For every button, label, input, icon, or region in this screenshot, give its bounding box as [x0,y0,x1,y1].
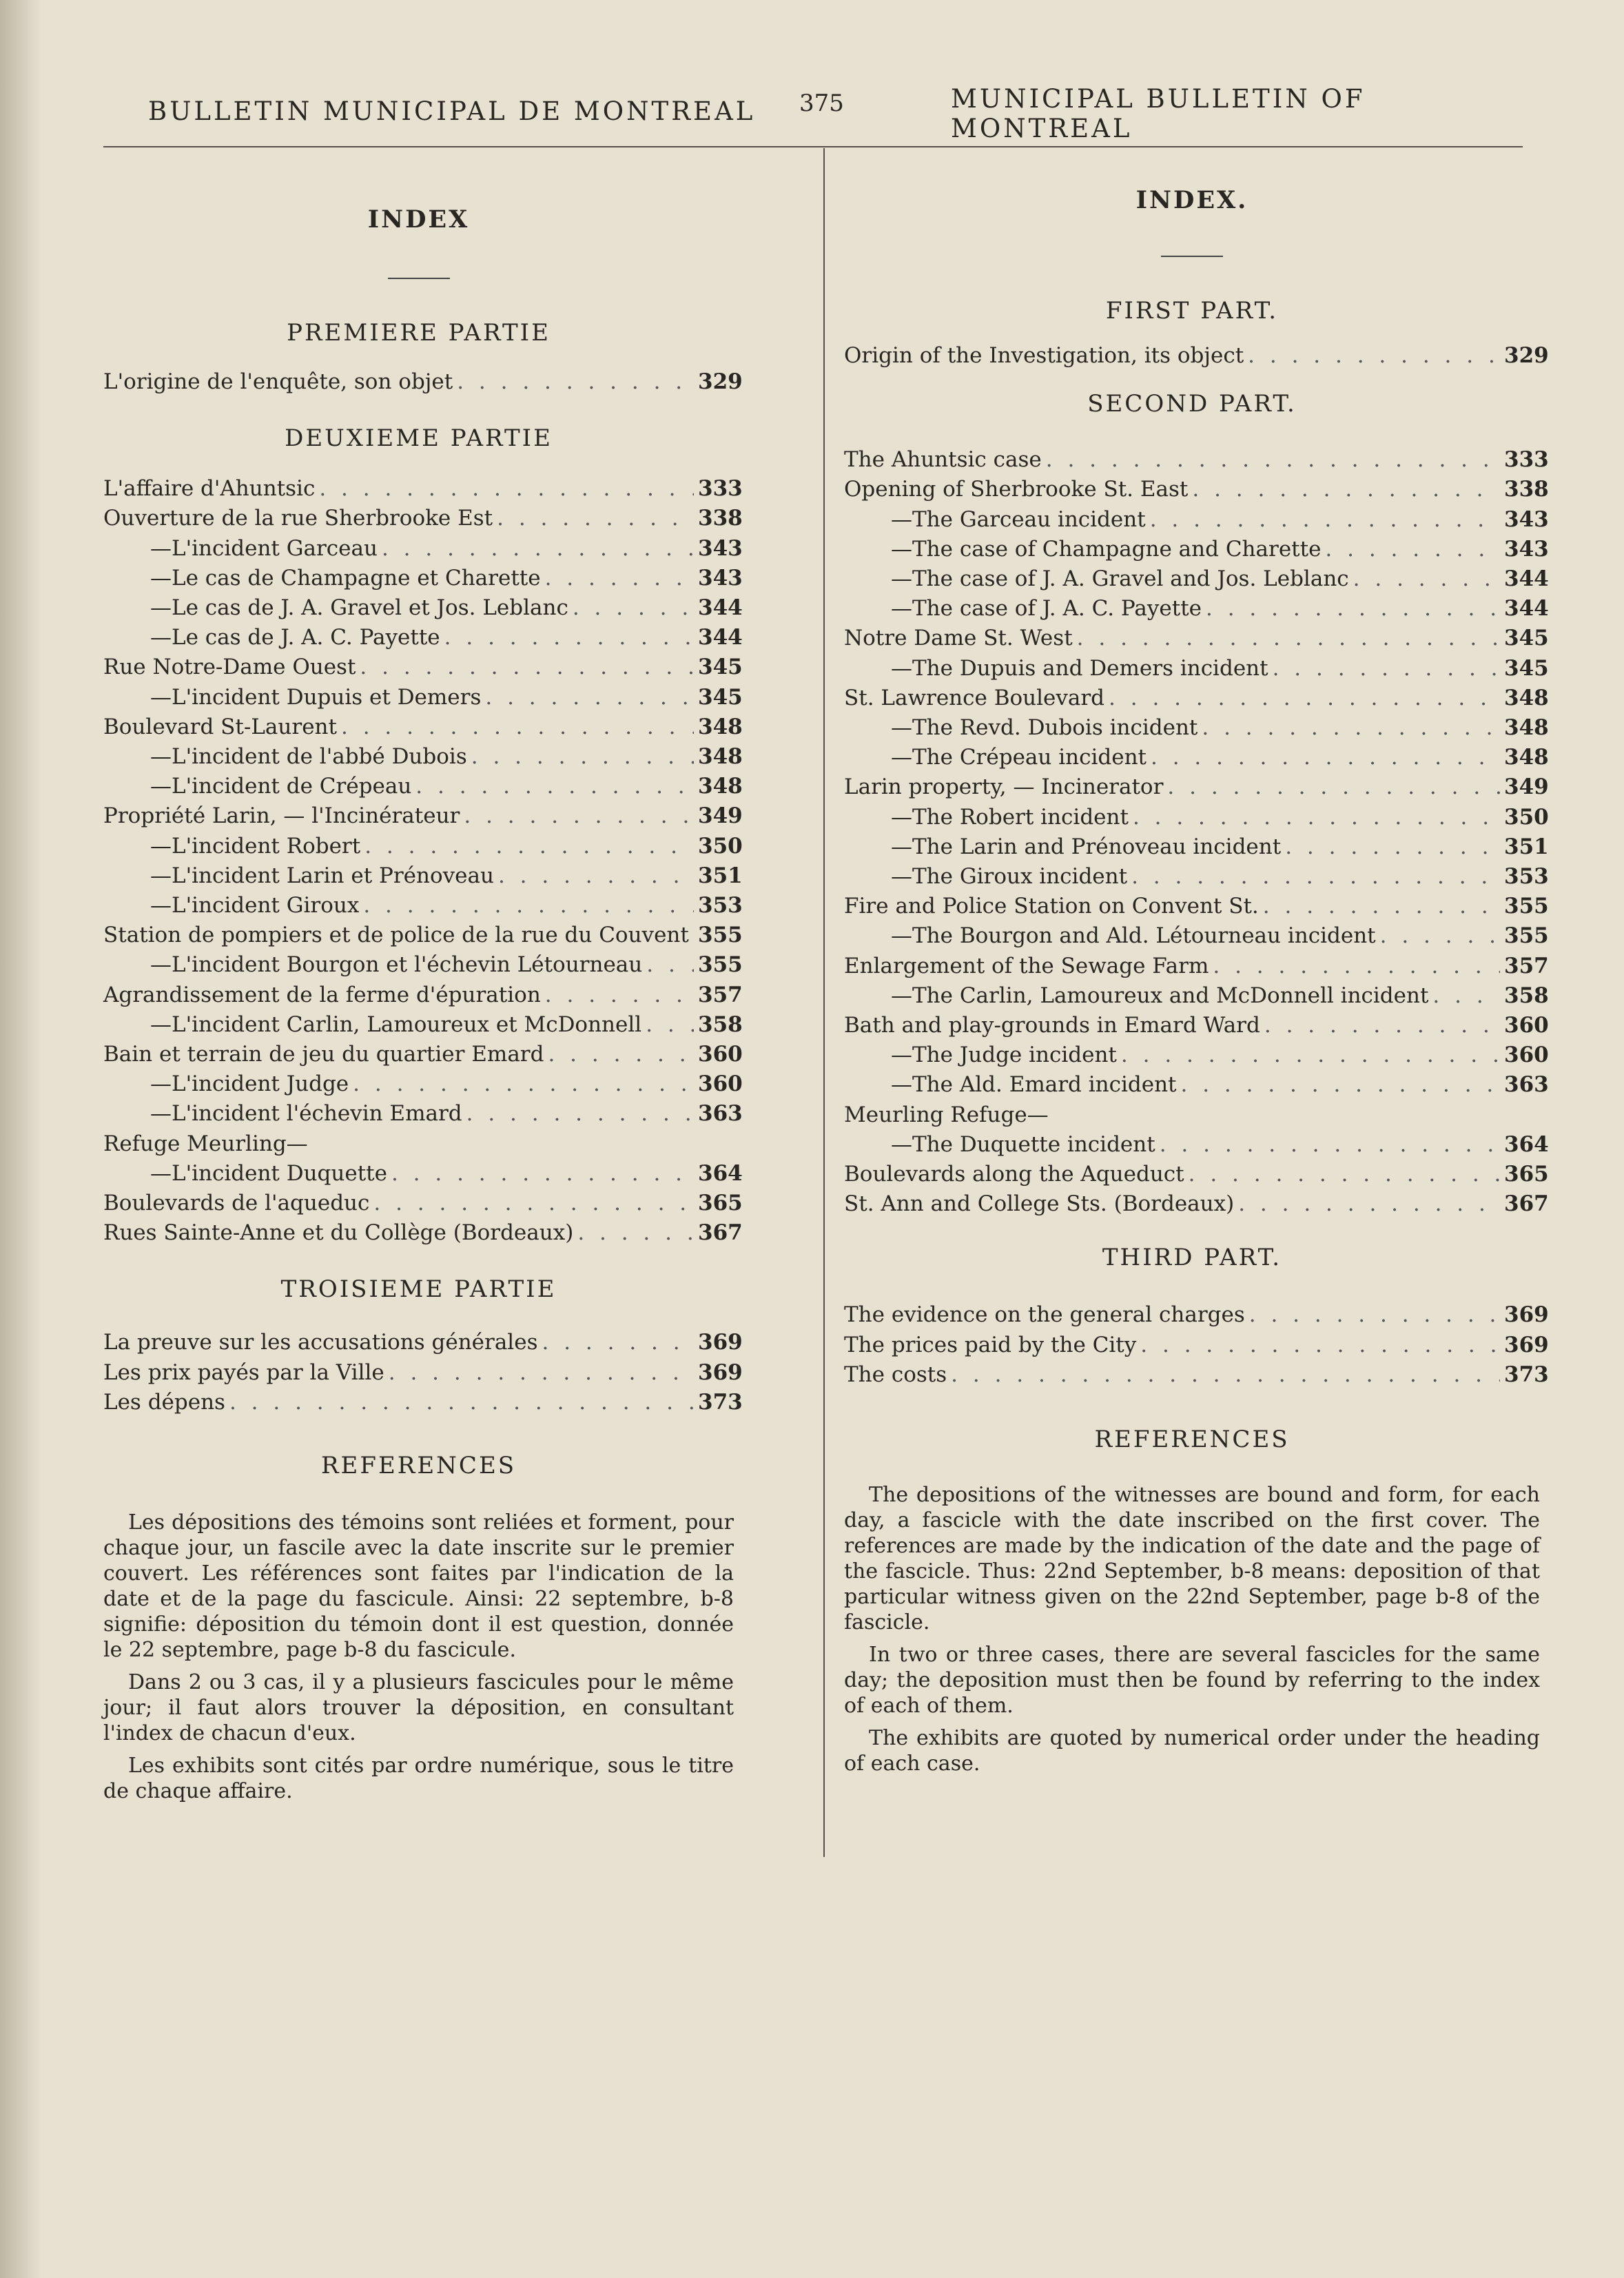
entry-title: L'affaire d'Ahuntsic [103,476,316,502]
part2-entries [103,474,743,1248]
index-entry [103,623,743,653]
entry-page: 345 [1504,655,1549,681]
entry-page: 351 [698,863,743,888]
entry-page: 360 [698,1071,743,1097]
entry-page: 360 [1504,1013,1549,1038]
leader-dots [577,1218,694,1248]
part1-title: PREMIERE PARTIE [287,319,551,347]
index-entry [844,952,1549,981]
leader-dots [1192,475,1500,504]
leader-dots [364,832,694,861]
entry-page: 345 [698,684,743,710]
index-entry [844,862,1549,892]
entry-page: 364 [1504,1131,1549,1157]
part3-entries [103,1328,743,1417]
entry-title: Enlargement of the Sewage Farm [844,953,1209,978]
index-entry [844,832,1549,862]
references-text [103,1510,734,1804]
entry-title: —The Carlin, Lamoureux and McDonnell incident [891,983,1429,1008]
entry-title: —L'incident Bourgon et l'échevin Létourneau [150,952,643,978]
leader-dots [363,891,694,921]
entry-page: 369 [1504,1332,1549,1357]
header-left-title: BULLETIN MUNICIPAL DE MONTREAL [148,96,756,126]
index-entry [103,474,743,504]
entry-title: —The case of Champagne and Charette [891,536,1322,562]
index-entry [103,1218,743,1248]
entry-page: 345 [1504,626,1549,651]
entry-title: —L'incident Judge [150,1071,349,1097]
entry-page: 348 [698,714,743,739]
leader-dots [1380,921,1500,951]
references-paragraph: The exhibits are quoted by numerical order under the heading of each case. [844,1726,1540,1776]
leader-dots [1206,594,1500,624]
entry-title: Les dépens [103,1389,225,1415]
index-entry [844,341,1549,371]
leader-dots [1238,1189,1500,1219]
leader-dots [1202,713,1500,743]
references-paragraph: In two or three cases, there are several fascicles for the same day; the deposition must then be found by referring to the index of each of them. [844,1643,1540,1718]
leader-dots [1133,803,1500,832]
entry-title: The prices paid by the City [844,1332,1137,1357]
entry-page: 348 [1504,685,1549,710]
index-entry [103,564,743,593]
entry-page: 353 [698,893,743,919]
index-entry [103,1328,743,1357]
leader-dots [1285,832,1500,862]
index-entry [844,1331,1549,1360]
entry-page: 344 [1504,566,1549,592]
index-entry [103,1129,734,1159]
leader-dots [1213,952,1500,981]
entry-page: 355 [698,952,743,978]
entry-title: —The Garceau incident [891,506,1146,532]
entry-title: The costs [844,1362,947,1387]
entry-page: 353 [1504,864,1549,890]
entry-page: 364 [698,1160,743,1186]
entry-title: St. Ann and College Sts. (Bordeaux) [844,1191,1235,1217]
leader-dots [415,772,694,801]
entry-page: 333 [698,476,743,502]
entry-title: Opening of Sherbrooke St. East [844,477,1189,502]
entry-title: —L'incident Garceau [150,535,378,561]
leader-dots [646,1010,694,1040]
entry-title: —Le cas de Champagne et Charette [150,565,541,591]
entry-title: The evidence on the general charges [844,1302,1245,1328]
entry-title: —L'incident Giroux [150,893,360,919]
entry-page: 350 [698,833,743,859]
entry-title: —L'incident l'échevin Emard [150,1101,462,1127]
entry-page: 348 [698,744,743,770]
index-entry [844,713,1549,743]
leader-dots [485,683,694,712]
leader-dots [548,1040,694,1069]
leader-dots [464,801,694,831]
entry-page: 363 [1504,1072,1549,1098]
index-entry [844,654,1549,684]
index-entry [844,624,1549,653]
entry-title: Boulevards along the Aqueduct [844,1162,1184,1187]
page-number: 375 [799,90,844,117]
references-paragraph: The depositions of the witnesses are bound and form, for each day, a fascicle with the date inscribed on the first cover. The references are made by the indication of the date and the page of the fascicle. Thus: 22nd September, b-8 means: deposition of that particular witness given on the 22nd September, page b-8 of the fascicle. [844,1483,1540,1635]
index-entry [103,891,743,921]
entry-page: 373 [1504,1362,1549,1387]
index-entry [844,505,1549,535]
entry-page: 343 [698,565,743,591]
entry-title: Agrandissement de la ferme d'épuration [103,982,541,1007]
leader-dots [646,950,694,980]
index-entry [844,743,1549,772]
index-entry [844,1040,1549,1070]
page-edge-shadow [0,0,41,2278]
entry-title: Refuge Meurling— [103,1131,308,1156]
entry-page: 338 [698,506,743,531]
part2-entries [844,445,1549,1219]
leader-dots [382,534,694,564]
part1-entries [103,367,743,397]
entry-page: 360 [698,1042,743,1067]
part2-title: SECOND PART. [1087,390,1297,418]
entry-title: —L'incident de Crépeau [150,774,412,799]
entry-title: —The Duquette incident [891,1131,1155,1157]
leader-dots [1046,445,1500,475]
entry-title: —The case of J. A. C. Payette [891,596,1202,622]
leader-dots [444,623,694,653]
title-rule [388,278,450,279]
column-divider [823,148,825,1857]
leader-dots [353,1069,694,1099]
entry-title: Meurling Refuge— [844,1102,1049,1127]
part3-title: THIRD PART. [1102,1244,1282,1272]
leader-dots [457,367,694,397]
entry-page: 344 [698,595,743,621]
entry-title: Boulevard St-Laurent [103,714,337,739]
entry-title: —L'incident Carlin, Lamoureux et McDonnell [150,1012,642,1037]
leader-dots [1325,535,1500,564]
index-entry [103,772,743,801]
entry-page: 338 [1504,477,1549,502]
leader-dots [471,742,694,772]
entry-title: —Le cas de J. A. C. Payette [150,625,440,650]
entry-page: 373 [698,1389,743,1415]
leader-dots [1432,981,1500,1011]
entry-title: The Ahuntsic case [844,447,1042,473]
leader-dots [1189,1160,1500,1189]
entry-title: Origin of the Investigation, its object [844,343,1244,368]
leader-dots [545,981,694,1010]
leader-dots [1167,772,1500,802]
entry-page: 343 [698,535,743,561]
entry-page: 358 [1504,983,1549,1008]
entry-page: 355 [1504,894,1549,919]
entry-title: Boulevards de l'aqueduc [103,1191,370,1216]
entry-page: 365 [1504,1162,1549,1187]
index-entry [103,742,743,772]
entry-page: 349 [1504,774,1549,800]
title-rule [1161,256,1223,257]
entry-page: 357 [698,982,743,1007]
index-entry [844,921,1549,951]
index-entry [844,1300,1549,1330]
leader-dots [1121,1040,1500,1070]
entry-title: —The Giroux incident [891,864,1128,890]
entry-page: 343 [1504,536,1549,562]
references-title: REFERENCES [320,1452,517,1480]
index-entry [844,475,1549,504]
entry-page: 365 [698,1191,743,1216]
entry-page: 367 [698,1220,743,1246]
entry-title: Rue Notre-Dame Ouest [103,655,356,680]
index-entry [844,1011,1549,1040]
index-entry [844,1130,1549,1160]
index-entry [844,1189,1549,1219]
part3-title: TROISIEME PARTIE [280,1275,557,1304]
index-entry [844,803,1549,832]
part2-title: DEUXIEME PARTIE [285,424,553,453]
leader-dots [1181,1070,1501,1100]
entry-title: Notre Dame St. West [844,626,1073,651]
leader-dots [951,1360,1500,1390]
entry-page: 351 [1504,834,1549,859]
index-entry [103,593,743,623]
leader-dots [1263,892,1500,921]
index-entry [844,1100,1540,1130]
leader-dots [545,564,694,593]
leader-dots [693,921,694,950]
index-entry [103,1189,743,1218]
entry-title: Rues Sainte-Anne et du Collège (Bordeaux) [103,1220,574,1246]
leader-dots [1248,341,1500,371]
leader-dots [1151,743,1500,772]
index-entry [103,1388,743,1417]
entry-title: Larin property, — Incinerator [844,774,1164,800]
entry-title: —L'incident Dupuis et Demers [150,684,482,710]
index-title: INDEX. [1135,186,1248,214]
index-entry [103,1099,743,1129]
entry-page: 360 [1504,1043,1549,1068]
leader-dots [466,1099,694,1129]
index-entry [844,1360,1549,1390]
entry-page: 358 [698,1012,743,1037]
entry-page: 355 [698,923,743,948]
entry-title: Propriété Larin, — l'Incinérateur [103,803,460,829]
index-title: INDEX [367,205,470,234]
running-header [103,83,1523,143]
entry-title: —The Dupuis and Demers incident [891,655,1268,681]
part1-title: FIRST PART. [1105,297,1279,325]
entry-page: 348 [1504,745,1549,770]
entry-title: Fire and Police Station on Convent St. [844,894,1259,919]
index-entry [103,653,743,682]
index-entry [844,594,1549,624]
leader-dots [229,1388,694,1417]
leader-dots [341,712,694,742]
entry-title: Les prix payés par la Ville [103,1359,384,1385]
index-entry [103,950,743,980]
references-title: REFERENCES [1094,1426,1290,1454]
entry-title: —The Ald. Emard incident [891,1072,1177,1098]
index-entry [103,1159,743,1189]
entry-page: 355 [1504,923,1549,949]
index-entry [103,1040,743,1069]
references-paragraph: Les dépositions des témoins sont reliées et forment, pour chaque jour, un fascile avec la date inscrite sur le premier couvert. Les références sont faites par l'indication de la date et de la page du fascicule. Ainsi: 22 septembre, b-8 signifie: déposition du témoin dont il est question, donnée le 22 septembre, page b-8 du fascicule. [103,1510,734,1663]
index-entry [103,504,743,533]
leader-dots [1160,1130,1500,1160]
entry-page: 343 [1504,506,1549,532]
index-entry [103,712,743,742]
entry-title: La preuve sur les accusations générales [103,1330,538,1355]
leader-dots [1249,1300,1500,1330]
entry-title: Station de pompiers et de police de la rue du Couvent [103,923,689,948]
index-entry [844,1070,1549,1100]
leader-dots [373,1189,694,1218]
entry-page: 349 [698,803,743,829]
references-paragraph: Les exhibits sont cités par ordre numérique, sous le titre de chaque affaire. [103,1754,734,1804]
entry-title: —The Revd. Dubois incident [891,715,1198,741]
leader-dots [1353,564,1500,594]
index-entry [103,1010,743,1040]
leader-dots [1109,684,1500,713]
entry-title: —L'incident de l'abbé Dubois [150,744,467,770]
index-entry [103,367,743,397]
leader-dots [497,504,694,533]
english-column [844,186,1549,1783]
entry-title: —L'incident Larin et Prénoveau [150,863,494,888]
entry-title: L'origine de l'enquête, son objet [103,369,453,394]
leader-dots [1273,654,1500,684]
references-text [844,1482,1540,1776]
part3-entries [844,1300,1549,1390]
index-entry [844,772,1549,802]
entry-page: 344 [1504,596,1549,622]
entry-title: —The Larin and Prénoveau incident [891,834,1282,859]
index-entry [103,801,743,831]
index-entry [103,981,743,1010]
entry-title: —The Crépeau incident [891,745,1147,770]
index-entry [844,684,1549,713]
index-entry [844,445,1549,475]
leader-dots [1131,862,1500,892]
entry-page: 345 [698,655,743,680]
index-entry [103,921,743,950]
entry-page: 369 [698,1330,743,1355]
entry-page: 329 [1504,343,1549,368]
entry-page: 344 [698,625,743,650]
index-entry [103,832,743,861]
entry-page: 350 [1504,804,1549,830]
entry-title: —The Bourgon and Ald. Létourneau incident [891,923,1376,949]
entry-page: 329 [698,369,743,394]
entry-page: 333 [1504,447,1549,473]
index-entry [103,1069,743,1099]
entry-page: 367 [1504,1191,1549,1217]
leader-dots [1077,624,1500,653]
entry-page: 348 [698,774,743,799]
leader-dots [542,1328,694,1357]
references-paragraph: Dans 2 ou 3 cas, il y a plusieurs fascicules pour le même jour; il faut alors trouver la déposition, en consultant l'index de chacun d'eux. [103,1670,734,1746]
entry-page: 369 [1504,1302,1549,1328]
leader-dots [573,593,694,623]
entry-page: 348 [1504,715,1549,741]
entry-title: St. Lawrence Boulevard [844,685,1105,710]
entry-title: —The Judge incident [891,1043,1117,1068]
index-entry [844,564,1549,594]
french-column [103,186,743,1811]
entry-title: Bain et terrain de jeu du quartier Emard [103,1042,544,1067]
entry-title: Ouverture de la rue Sherbrooke Est [103,506,493,531]
index-entry [844,892,1549,921]
index-entry [103,534,743,564]
entry-page: 369 [698,1359,743,1385]
entry-title: —The case of J. A. Gravel and Jos. Leblanc [891,566,1349,592]
index-entry [844,535,1549,564]
leader-dots [498,861,694,891]
leader-dots [1140,1331,1500,1360]
header-right-title: MUNICIPAL BULLETIN OF MONTREAL [951,84,1366,143]
leader-dots [319,474,694,504]
entry-title: —The Robert incident [891,804,1129,830]
index-entry [844,1160,1549,1189]
index-entry [844,981,1549,1011]
entry-page: 363 [698,1101,743,1127]
leader-dots [1264,1011,1500,1040]
entry-title: —L'incident Robert [150,833,361,859]
part1-entries [844,341,1549,371]
index-entry [103,683,743,712]
index-entry [103,861,743,891]
leader-dots [389,1358,694,1388]
entry-title: —L'incident Duquette [150,1160,387,1186]
entry-page: 357 [1504,953,1549,978]
header-rule [103,146,1523,147]
index-entry [103,1358,743,1388]
entry-title: Bath and play-grounds in Emard Ward [844,1013,1260,1038]
entry-title: —Le cas de J. A. Gravel et Jos. Leblanc [150,595,568,621]
leader-dots [391,1159,694,1189]
leader-dots [1150,505,1500,535]
leader-dots [360,653,694,682]
